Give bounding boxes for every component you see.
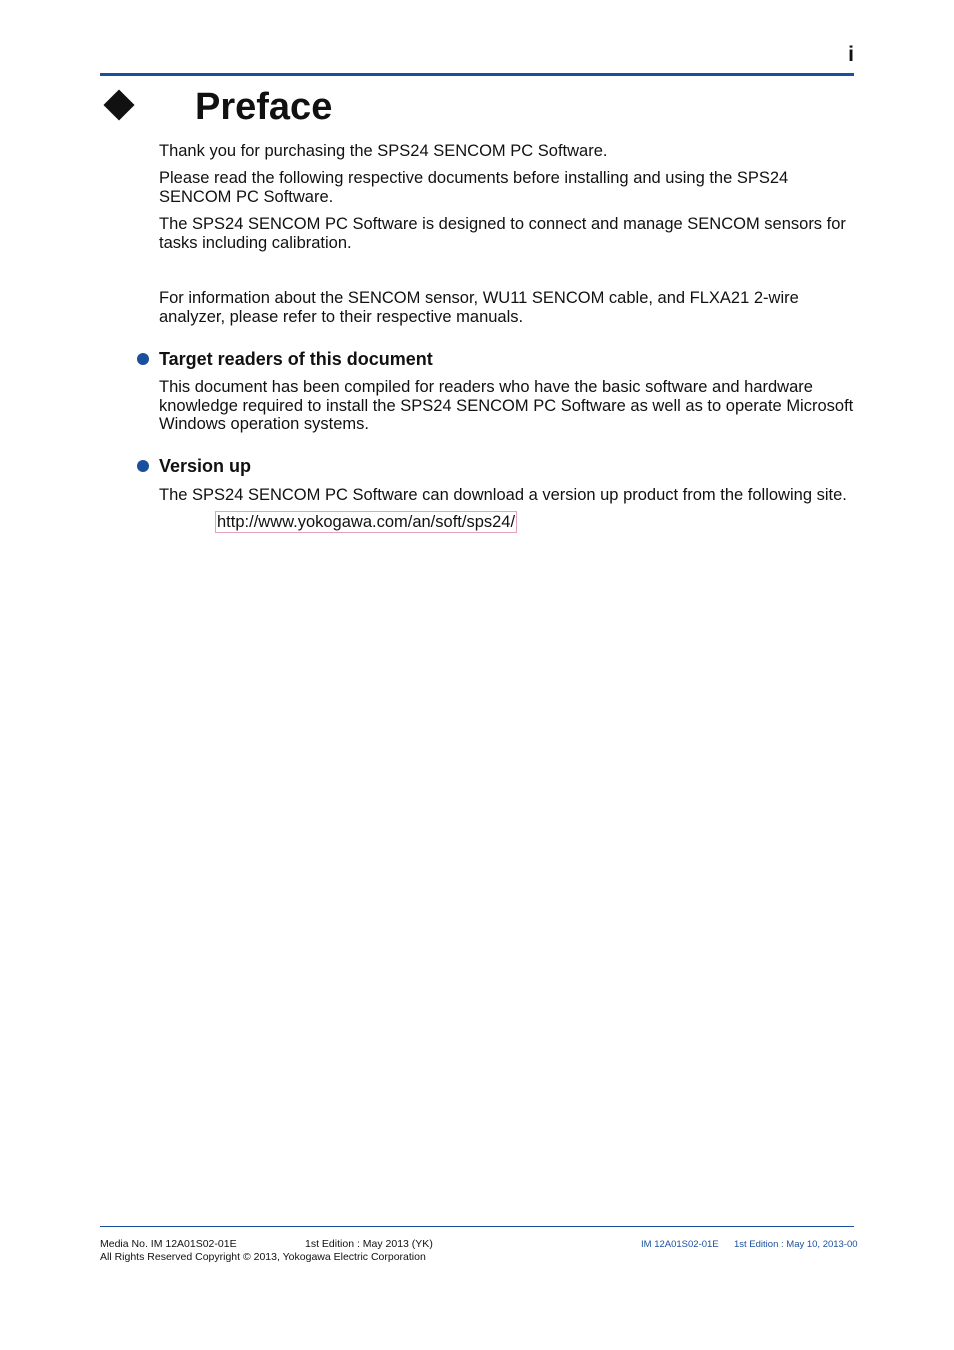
bullet-icon bbox=[137, 353, 149, 365]
target-readers-paragraph: This document has been compiled for readers who have the basic software and hardware knowledge required to install the SPS24 SENCOM PC Software as well as to operate Microsoft Windows operation systems. bbox=[159, 378, 854, 433]
section-heading-version-up: Version up bbox=[159, 456, 252, 476]
footer-rule bbox=[100, 1226, 854, 1227]
intro-paragraph-2: Please read the following respective documents before installing and using the SPS24 SENCOM PC Software. bbox=[159, 169, 789, 206]
intro-paragraph-4: For information about the SENCOM sensor, WU11 SENCOM cable, and FLXA21 2-wire analyzer, please refer to their respective manuals. bbox=[159, 289, 799, 326]
bullet-icon bbox=[137, 460, 149, 472]
intro-paragraph-3: The SPS24 SENCOM PC Software is designed to connect and manage SENCOM sensors for tasks including calibration. bbox=[159, 215, 846, 252]
footer-edition: 1st Edition : May 2013 (YK) bbox=[305, 1238, 433, 1250]
footer-media-number: Media No. IM 12A01S02-01E bbox=[100, 1238, 237, 1250]
footer-document-id: IM 12A01S02-01E bbox=[641, 1239, 719, 1250]
footer-copyright: All Rights Reserved Copyright © 2013, Yokogawa Electric Corporation bbox=[100, 1251, 426, 1263]
intro-paragraph-1: Thank you for purchasing the SPS24 SENCOM PC Software. bbox=[159, 142, 608, 160]
version-up-paragraph: The SPS24 SENCOM PC Software can download a version up product from the following site. bbox=[159, 486, 847, 504]
page-number: i bbox=[848, 43, 854, 66]
header-rule bbox=[100, 73, 854, 76]
page-title: Preface bbox=[195, 86, 333, 128]
section-heading-target-readers: Target readers of this document bbox=[159, 349, 433, 369]
footer-edition-date: 1st Edition : May 10, 2013-00 bbox=[734, 1239, 858, 1250]
diamond-icon bbox=[103, 89, 134, 120]
download-link[interactable]: http://www.yokogawa.com/an/soft/sps24/ bbox=[217, 513, 516, 531]
